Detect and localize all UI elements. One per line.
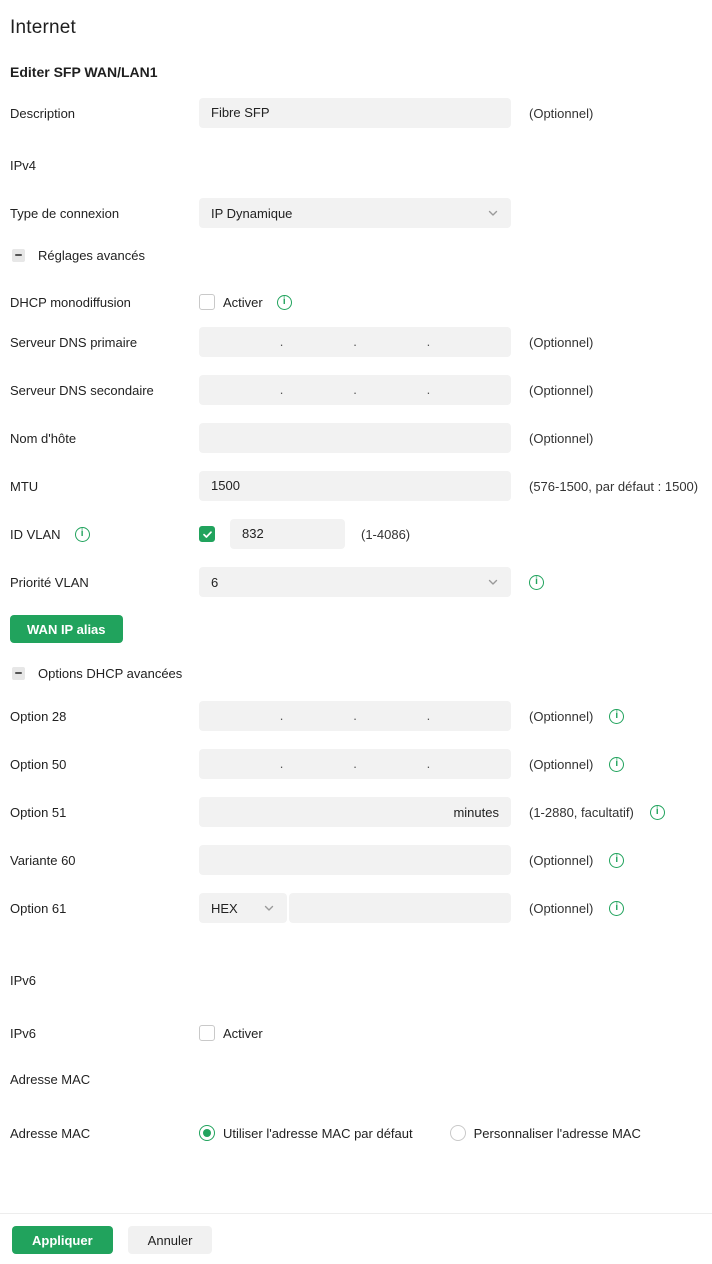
connection-type-row xyxy=(10,198,702,228)
check-icon xyxy=(202,529,213,540)
option61-label: Option 61 xyxy=(10,900,67,916)
dns-secondary-label: Serveur DNS secondaire xyxy=(10,382,154,398)
vlan-priority-select[interactable] xyxy=(199,567,511,597)
info-icon[interactable]: i xyxy=(277,295,292,310)
option61-row xyxy=(10,893,702,923)
option50-hint: (Optionnel) xyxy=(529,756,594,772)
mac-address-label: Adresse MAC xyxy=(10,1125,91,1141)
option51-row xyxy=(10,797,702,827)
wan-ip-alias-button[interactable]: WAN IP alias xyxy=(10,615,123,643)
vlan-id-row xyxy=(10,519,702,549)
option51-suffix: minutes xyxy=(453,804,499,820)
dhcp-unicast-row xyxy=(10,287,702,317)
hostname-hint: (Optionnel) xyxy=(529,430,594,446)
dns-primary-hint: (Optionnel) xyxy=(529,334,594,350)
advanced-settings-toggle[interactable] xyxy=(10,247,702,263)
vlan-id-checkbox[interactable] xyxy=(199,526,215,542)
description-hint: (Optionnel) xyxy=(529,105,594,121)
apply-button[interactable]: Appliquer xyxy=(12,1226,113,1254)
connection-type-select[interactable] xyxy=(199,198,511,228)
footer-action-bar xyxy=(0,1213,712,1264)
section-ipv6: IPv6 xyxy=(10,973,37,988)
option28-row xyxy=(10,701,702,731)
vlan-id-label: ID VLAN xyxy=(10,526,61,542)
connection-type-value: IP Dynamique xyxy=(211,205,293,221)
mac-default-radio-label: Utiliser l'adresse MAC par défaut xyxy=(223,1125,413,1141)
dns-secondary-row xyxy=(10,375,702,405)
mac-default-radio-item[interactable] xyxy=(199,1125,413,1141)
description-row xyxy=(10,98,702,128)
option50-ip-input[interactable]: . . . xyxy=(199,749,511,779)
vlan-priority-value: 6 xyxy=(211,574,219,590)
hostname-label: Nom d'hôte xyxy=(10,430,77,446)
description-label: Description xyxy=(10,105,76,121)
hostname-row xyxy=(10,423,702,453)
dns-secondary-ip-input[interactable]: . . . xyxy=(199,375,511,405)
info-icon[interactable]: i xyxy=(609,709,624,724)
hostname-input[interactable] xyxy=(199,423,511,453)
dhcp-unicast-label: DHCP monodiffusion xyxy=(10,294,131,310)
section-mac: Adresse MAC xyxy=(10,1072,91,1087)
mac-address-row xyxy=(10,1118,702,1148)
option61-type-value: HEX xyxy=(211,900,238,916)
info-icon[interactable]: i xyxy=(609,757,624,772)
ipv6-enable-label: IPv6 xyxy=(10,1025,37,1041)
dns-primary-ip-input[interactable]: . . . xyxy=(199,327,511,357)
dhcp-options-label: Options DHCP avancées xyxy=(38,665,183,681)
mtu-row xyxy=(10,471,702,501)
option51-label: Option 51 xyxy=(10,804,67,820)
variant60-label: Variante 60 xyxy=(10,852,76,868)
option51-hint: (1-2880, facultatif) xyxy=(529,804,634,820)
dhcp-options-toggle[interactable] xyxy=(10,665,702,681)
vlan-id-label-wrap xyxy=(10,527,199,542)
connection-type-label: Type de connexion xyxy=(10,205,120,221)
option50-label: Option 50 xyxy=(10,756,67,772)
option61-input[interactable] xyxy=(289,893,511,923)
description-input[interactable] xyxy=(199,98,511,128)
page-title: Internet xyxy=(10,17,77,38)
chevron-down-icon xyxy=(487,576,499,588)
vlan-id-input[interactable] xyxy=(230,519,345,549)
advanced-settings-label: Réglages avancés xyxy=(38,247,145,263)
dns-secondary-hint: (Optionnel) xyxy=(529,382,594,398)
dns-primary-label: Serveur DNS primaire xyxy=(10,334,138,350)
option61-hint: (Optionnel) xyxy=(529,900,594,916)
option28-hint: (Optionnel) xyxy=(529,708,594,724)
cancel-button[interactable]: Annuler xyxy=(128,1226,213,1254)
info-icon[interactable]: i xyxy=(609,901,624,916)
vlan-priority-row xyxy=(10,567,702,597)
variant60-input[interactable] xyxy=(199,845,511,875)
ipv6-enable-checkbox-label: Activer xyxy=(223,1025,263,1041)
info-icon[interactable]: i xyxy=(75,527,90,542)
option50-row xyxy=(10,749,702,779)
vlan-id-hint: (1-4086) xyxy=(361,526,411,542)
option28-ip-input[interactable]: . . . xyxy=(199,701,511,731)
dhcp-unicast-checkbox-label: Activer xyxy=(223,294,263,310)
info-icon[interactable]: i xyxy=(650,805,665,820)
dhcp-unicast-checkbox[interactable] xyxy=(199,294,215,310)
chevron-down-icon xyxy=(263,902,275,914)
ipv6-enable-row xyxy=(10,1018,702,1048)
dns-primary-row xyxy=(10,327,702,357)
option28-label: Option 28 xyxy=(10,708,67,724)
page-subtitle: Editer SFP WAN/LAN1 xyxy=(10,64,158,80)
info-icon[interactable]: i xyxy=(609,853,624,868)
option61-type-select[interactable] xyxy=(199,893,287,923)
variant60-row xyxy=(10,845,702,875)
mtu-input[interactable] xyxy=(199,471,511,501)
mac-default-radio[interactable] xyxy=(199,1125,215,1141)
section-ipv4: IPv4 xyxy=(10,158,37,173)
mac-custom-radio-item[interactable] xyxy=(450,1125,641,1141)
variant60-hint: (Optionnel) xyxy=(529,852,594,868)
collapse-minus-icon xyxy=(12,667,25,680)
ipv6-enable-checkbox[interactable] xyxy=(199,1025,215,1041)
mac-custom-radio[interactable] xyxy=(450,1125,466,1141)
collapse-minus-icon xyxy=(12,249,25,262)
mtu-hint: (576-1500, par défaut : 1500) xyxy=(529,478,699,494)
mac-custom-radio-label: Personnaliser l'adresse MAC xyxy=(473,1125,641,1141)
mtu-label: MTU xyxy=(10,478,39,494)
vlan-priority-label: Priorité VLAN xyxy=(10,574,89,590)
option51-input[interactable] xyxy=(199,797,511,827)
info-icon[interactable]: i xyxy=(529,575,544,590)
chevron-down-icon xyxy=(487,207,499,219)
